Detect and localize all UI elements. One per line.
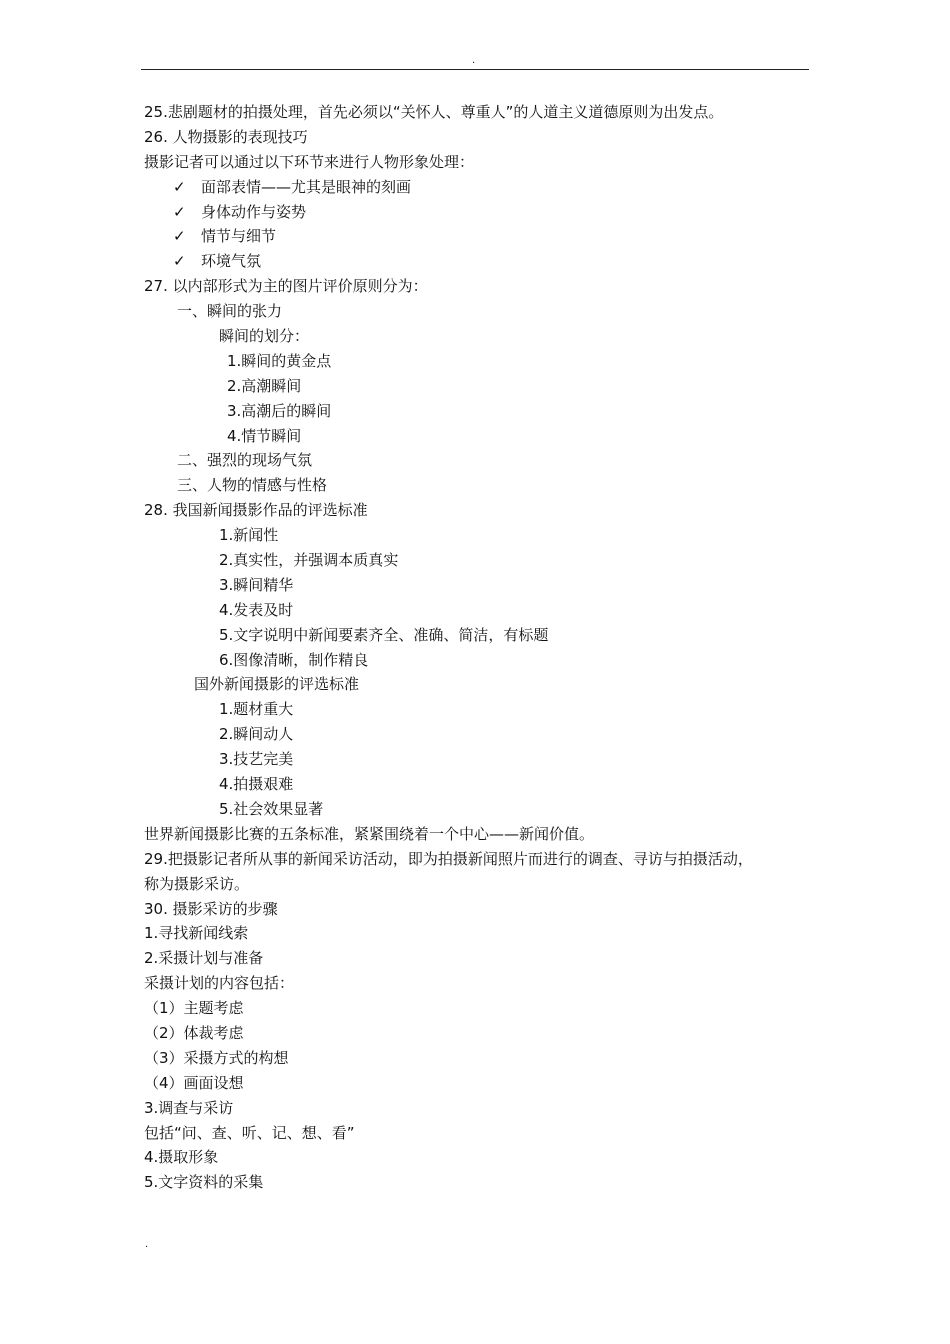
paragraph-29-cont: 称为摄影采访。: [144, 874, 250, 893]
list-item: 5.文字资料的采集: [144, 1173, 264, 1192]
list-item: （4）画面设想: [144, 1073, 244, 1092]
list-item: 3.高潮后的瞬间: [227, 401, 332, 420]
list-item: 瞬间的划分：: [219, 327, 310, 346]
list-item: 1.新闻性: [219, 526, 279, 545]
list-item: 4.摄取形象: [144, 1148, 219, 1167]
footer-mark: .: [145, 1239, 149, 1250]
list-item: 3.调查与采访: [144, 1098, 234, 1117]
list-item: 3.技艺完美: [219, 750, 294, 769]
paragraph-25: 25.悲剧题材的拍摄处理，首先必须以“关怀人、尊重人”的人道主义道德原则为出发点。: [144, 103, 724, 121]
list-item: 5.社会效果显著: [219, 799, 324, 818]
list-item: 4.情节瞬间: [227, 426, 302, 445]
list-item: （2）体裁考虑: [144, 1023, 244, 1042]
heading-27: 27. 以内部形式为主的图片评价原则分为：: [144, 277, 428, 296]
list-item: 2.瞬间动人: [219, 725, 294, 744]
checkmark-icon: ✓: [173, 202, 186, 221]
checklist-item: [144, 249, 814, 274]
header-mark: .: [472, 55, 476, 66]
checkmark-icon: ✓: [173, 252, 186, 271]
document-body: [144, 100, 814, 1195]
heading-26: 26. 人物摄影的表现技巧: [144, 127, 308, 146]
paragraph-26-intro: 摄影记者可以通过以下环节来进行人物形象处理：: [144, 152, 475, 171]
checklist-item: [144, 200, 814, 225]
paragraph: 包括“问、查、听、记、想、看”: [144, 1123, 355, 1142]
list-item: 2.采摄计划与准备: [144, 949, 264, 968]
paragraph: 采摄计划的内容包括：: [144, 974, 295, 993]
header-rule: [141, 69, 809, 70]
heading-30: 30. 摄影采访的步骤: [144, 899, 278, 918]
checkmark-icon: ✓: [173, 177, 186, 196]
checklist-item-label: 环境气氛: [201, 252, 262, 271]
list-item: 1.瞬间的黄金点: [227, 351, 332, 370]
list-item: 6.图像清晰，制作精良: [219, 650, 369, 669]
list-item: （3）采摄方式的构想: [144, 1048, 289, 1067]
paragraph-29: 29.把摄影记者所从事的新闻采访活动，即为拍摄新闻照片而进行的调查、寻访与拍摄活动，: [144, 849, 753, 868]
list-item: 三、人物的情感与性格: [177, 476, 328, 495]
list-item: 4.发表及时: [219, 600, 294, 619]
list-item: 3.瞬间精华: [219, 575, 294, 594]
checklist-item: [144, 224, 814, 249]
checkmark-icon: ✓: [173, 227, 186, 246]
list-item: 2.真实性，并强调本质真实: [219, 551, 399, 570]
list-item: 一、瞬间的张力: [177, 302, 283, 321]
checklist-item-label: 情节与细节: [201, 227, 277, 246]
list-item: 二、强烈的现场气氛: [177, 451, 313, 470]
list-item: 1.题材重大: [219, 700, 294, 719]
list-item: 5.文字说明中新闻要素齐全、准确、简洁，有标题: [219, 625, 549, 644]
paragraph: 世界新闻摄影比赛的五条标准，紧紧围绕着一个中心——新闻价值。: [144, 824, 595, 843]
checklist-item-label: 面部表情——尤其是眼神的刻画: [201, 177, 412, 196]
list-item: 1.寻找新闻线索: [144, 924, 249, 943]
subheading: 国外新闻摄影的评选标准: [194, 675, 360, 694]
list-item: 4.拍摄艰难: [219, 775, 294, 794]
heading-28: 28. 我国新闻摄影作品的评选标准: [144, 501, 368, 520]
list-item: 2.高潮瞬间: [227, 376, 302, 395]
checklist-item: [144, 175, 814, 200]
checklist-item-label: 身体动作与姿势: [201, 202, 307, 221]
list-item: （1）主题考虑: [144, 999, 244, 1018]
